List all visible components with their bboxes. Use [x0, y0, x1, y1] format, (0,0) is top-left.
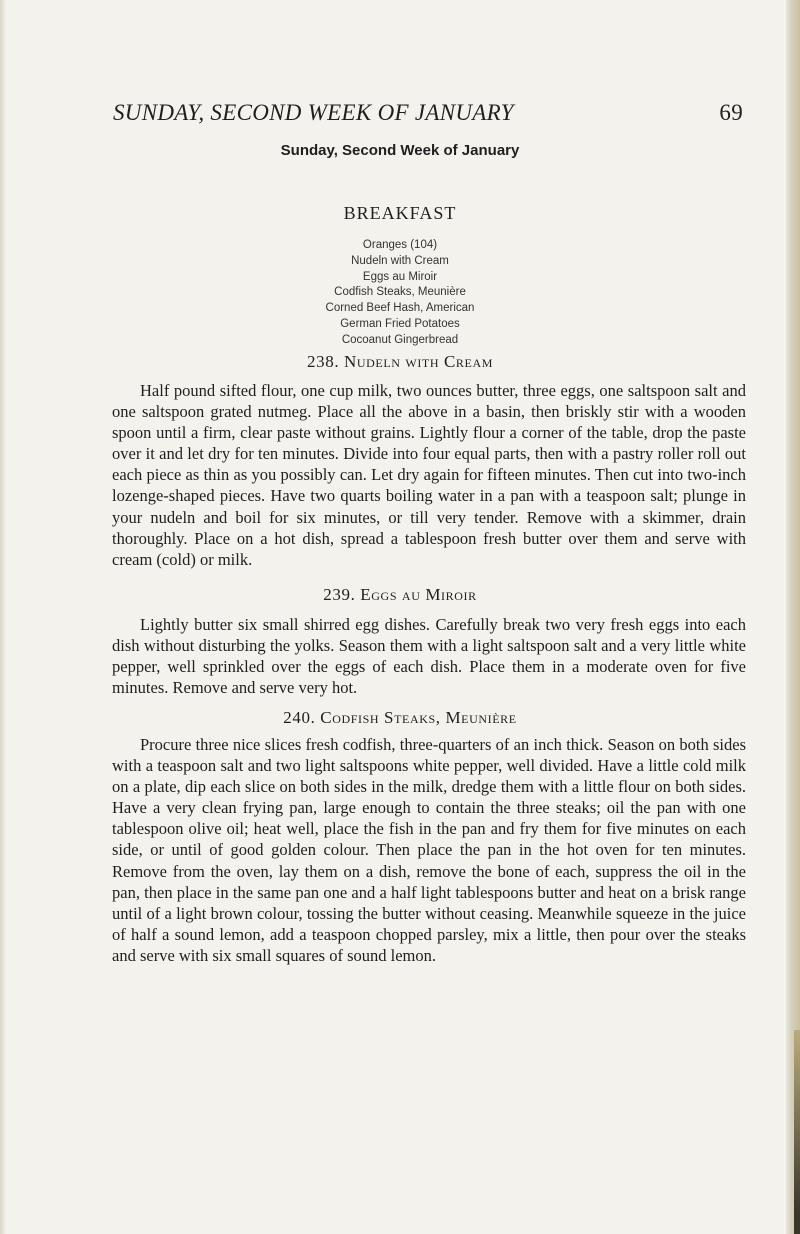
running-head-title: SUNDAY, SECOND WEEK OF JANUARY — [113, 100, 514, 125]
recipe-body-238: Half pound sifted flour, one cup milk, two ounces butter, three eggs, one saltspoon salt and one saltspoon grated nutmeg. Place all the above in a basin, then briskly stir with a wooden spoon until a firm, clear paste without grains. Lightly flour a corner of the table, drop the paste over it and let dry for ten minutes. Divide into four equal parts, then with a pastry roller roll out each piece as thin as you possibly can. Let dry again for fifteen minutes. Then cut into two-inch lozenge-shaped pieces. Have two quarts boiling water in a pan with a teaspoon salt; plunge in your nudeln and boil for six minutes, or till very tender. Remove with a skimmer, drain thoroughly. Place on a hot dish, spread a tablespoon fresh butter over them and serve with cream (cold) or milk. — [112, 381, 746, 569]
breakfast-menu — [0, 238, 800, 349]
menu-item: Oranges (104) — [362, 239, 438, 251]
menu-item: Nudeln with Cream — [351, 254, 449, 267]
recipe-title-240: 240. Codfish Steaks, Meunière — [283, 708, 517, 727]
menu-item: German Fried Potatoes — [340, 317, 460, 330]
running-head — [113, 100, 743, 126]
menu-item: Codfish Steaks, Meunière — [334, 286, 466, 299]
menu-item: Eggs au Miroir — [362, 270, 438, 283]
page-edge — [786, 0, 800, 1234]
menu-item: Cocoanut Gingerbread — [341, 333, 459, 346]
day-title: Sunday, Second Week of January — [280, 142, 520, 159]
recipe-body-240: Procure three nice slices fresh codfish, three-quarters of an inch thick. Season on both sides with a teaspoon salt and two light saltspoons white pepper, well divided. Have a little cold milk on a plate, dip each slice on both sides in the milk, dredge them with a little flour on both sides. Have a very clean frying pan, large enough to contain the three steaks; oil the pan with one tablespoon olive oil; heat well, place the fish in the pan and fry them for five minutes on each side, or until of good golden colour. Then place the pan in the hot oven for ten minutes. Remove from the oven, lay them on a dish, remove the bone of each, suppress the oil in the pan, then place in the same pan one and a half light tablespoons butter and heat on a brisk range until of a light brown colour, tossing the butter without ceasing. Meanwhile squeeze in the juice of half a sound lemon, add a teaspoon chopped parsley, mix a little, then pour over the steaks and serve with six small squares of sound lemon. — [112, 735, 746, 965]
meal-title: BREAKFAST — [343, 203, 457, 223]
page-number: 69 — [719, 100, 743, 125]
recipe-body-239: Lightly butter six small shirred egg dishes. Carefully break two very fresh eggs into each dish without disturbing the yolks. Season them with a light saltspoon salt and a very little white pepper, well sprinkled over the eggs of each dish. Place them in a moderate oven for five minutes. Remove and serve very hot. — [112, 615, 746, 698]
recipe-title-238: 238. Nudeln with Cream — [307, 352, 493, 371]
page-gutter-shadow — [0, 0, 6, 1234]
recipe-title-239: 239. Eggs au Miroir — [323, 585, 477, 604]
menu-item: Corned Beef Hash, American — [325, 302, 475, 315]
